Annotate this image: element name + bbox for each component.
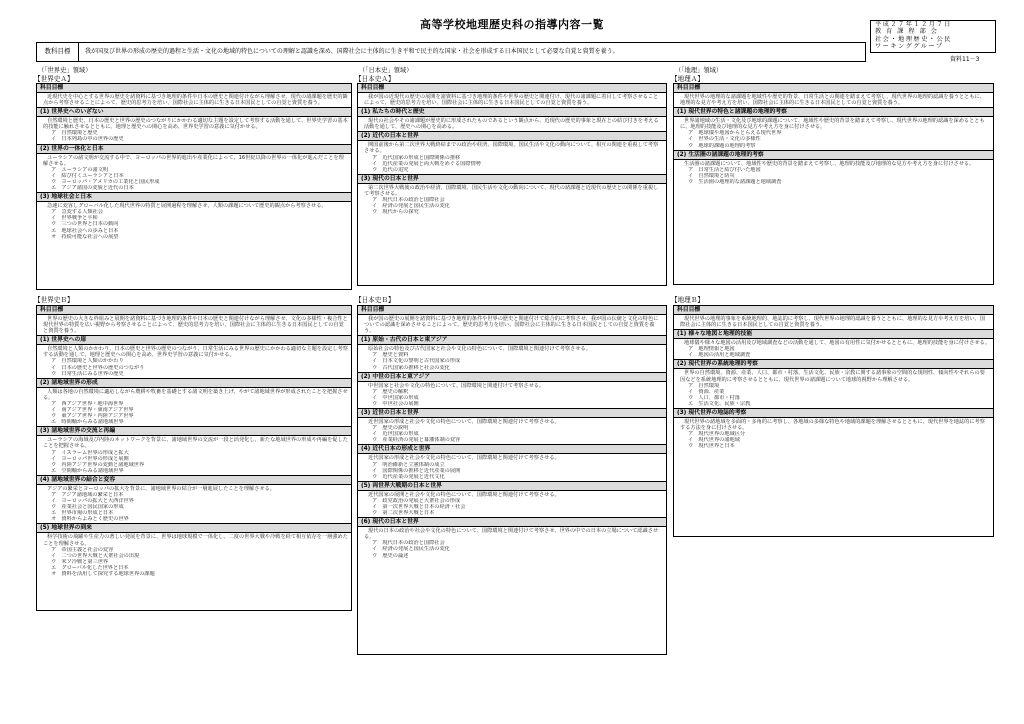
section-heading: (2) 現代世界の系統地理的考察 bbox=[674, 360, 993, 369]
section-text: 世界の自然環境、資源、産業、人口、都市・村落、生活文化、民族・宗教に関する諸事象の空間的な規則性、傾向性やそれらの要因などを系統地理的に考察させるとともに、現代世界の諸課題について地球的視野から理解させる。 bbox=[680, 370, 985, 383]
list-item: ア 西アジア世界・地中海世界 bbox=[51, 400, 124, 407]
subject-panel bbox=[357, 305, 667, 655]
list-item: ウ 産業社会と国民国家の形成 bbox=[51, 504, 124, 511]
list-item: ア 地理情報と地図 bbox=[688, 346, 735, 353]
list-item: ウ 生活圏の地理的な諸課題と地域調査 bbox=[688, 178, 782, 185]
list-item: イ 経済の発展と国民生活の変化 bbox=[372, 203, 450, 210]
item-list bbox=[680, 167, 990, 185]
item-list bbox=[43, 167, 348, 191]
section-body bbox=[358, 184, 666, 216]
list-item: オ 資料を活用して探究する地球世界の課題 bbox=[51, 571, 155, 577]
content-section bbox=[358, 84, 666, 108]
content-section bbox=[358, 132, 666, 174]
section-heading: (4) 諸地域世界の結合と変容 bbox=[37, 476, 351, 485]
section-heading: (1) 私たちの時代と歴史 bbox=[358, 108, 666, 117]
list-item: ウ 近代産業の発展と近代文化 bbox=[372, 473, 445, 480]
item-list bbox=[43, 492, 348, 522]
subject-panel bbox=[36, 305, 352, 611]
section-body bbox=[674, 369, 993, 408]
list-item: ア 政党政治の発展と大衆社会の形成 bbox=[372, 497, 461, 504]
list-item: ウ 米ソ冷戦と第三世界 bbox=[51, 558, 109, 565]
document-number: 資料11－3 bbox=[950, 56, 980, 63]
list-item: イ 近世国家の形成 bbox=[372, 431, 419, 438]
meeting-date: 平成２７年１２月７日 bbox=[875, 21, 952, 28]
content-section bbox=[674, 151, 993, 186]
content-section bbox=[358, 518, 666, 559]
content-section bbox=[674, 84, 993, 108]
list-item: ア 自然環境と歴史 bbox=[51, 130, 98, 137]
section-body bbox=[37, 93, 351, 107]
meeting-subject: 社会・地理歴史・公民 bbox=[875, 35, 952, 43]
list-item: イ ヨーロッパ世界の形成と展開 bbox=[51, 455, 129, 462]
meeting-group: ワーキンググループ bbox=[875, 43, 944, 51]
section-text: 人類は各地の自然環境に適応しながら農耕や牧畜を基礎とする諸文明を築き上げ、やがて諸地域世界が形成されたことを把握させる。 bbox=[43, 388, 348, 401]
section-body bbox=[674, 93, 993, 107]
section-text: 我が国の近現代の歴史の展開を諸資料に基づき地理的条件や世界の歴史と関連付け、現代の諸課題に着目して考察させることによって、歴史的思考力を培い、国際社会に主体的に生きる日本国民としての自覚と資質を養う。 bbox=[364, 94, 659, 107]
list-item: イ 世界戦争と平和 bbox=[51, 215, 98, 222]
column-caption: （「世界史」領域） bbox=[38, 67, 92, 74]
item-list bbox=[680, 346, 990, 358]
subject-goal-text: 我が国及び世界の形成の歴史的過程と生活・文化の地域的特色についての理解と認識を深め、国際社会に主体的に生き平和で民主的な国家・社会を形成する日本国民として必要な自覚と資質を養う。 bbox=[85, 48, 619, 56]
item-list bbox=[364, 352, 663, 370]
list-item: オ 資料からよみとく歴史の世界 bbox=[51, 516, 129, 523]
list-item: イ 現代世界の諸地域 bbox=[688, 437, 740, 444]
section-text: 現代世界の地理的事象を系統地理的、地誌的に考察し、現代世界の地理的認識を養うとともに、地理的な見方や考え方を培い、国際社会に主体的に生きる日本国民としての自覚と資質を養う。 bbox=[680, 316, 985, 329]
subject-label: 【地理Ａ】 bbox=[671, 75, 704, 83]
subject-panel bbox=[673, 83, 994, 285]
list-item: ウ 三つの世界と日本の動向 bbox=[51, 221, 119, 228]
section-text: 現代の社会やその諸課題が歴史的に形成されたものであるという観点から、近現代の歴史的事象と現在との結び付きを考える活動を通して、歴史への関心を高める。 bbox=[364, 118, 659, 131]
content-section bbox=[358, 482, 666, 518]
page-title: 高等学校地理歴史科の指導内容一覧 bbox=[420, 18, 604, 31]
section-text: 近代国家の展開と社会や文化の特色について、国際環境と関連付けて考察させる。 bbox=[368, 491, 560, 498]
item-list bbox=[364, 389, 663, 407]
column-caption: （「地理」領域） bbox=[675, 67, 723, 74]
section-heading: 科目目標 bbox=[37, 84, 351, 93]
section-heading: 科目目標 bbox=[674, 84, 993, 93]
subject-label: 【地理Ｂ】 bbox=[671, 296, 704, 304]
section-body bbox=[358, 117, 666, 131]
list-item: エ 生活文化、民族・宗教 bbox=[688, 400, 751, 407]
item-list bbox=[364, 155, 663, 173]
list-item: ウ 近代の追究 bbox=[372, 166, 409, 173]
section-body bbox=[37, 202, 351, 241]
section-body bbox=[674, 418, 993, 450]
section-body bbox=[37, 315, 351, 335]
section-text: 現代世界の諸地域を多面的・多角的に考察し、各地域の多様な特色や地域的課題を理解させるとともに、現代世界を地誌的に考察する方法を身に付けさせる。 bbox=[680, 419, 985, 432]
section-text: 自然環境と人類のかかわり、日本の歴史と世界の歴史のつながり、日常生活にみる世界の歴史にかかわる適切な主題を設定し考察する活動を通して、地理と歴史への関心を高め、世界史学習の意義に気付かせる。 bbox=[43, 346, 348, 359]
item-list bbox=[364, 498, 663, 516]
section-body bbox=[358, 527, 666, 559]
section-body bbox=[358, 418, 666, 444]
item-list bbox=[680, 130, 990, 148]
item-list bbox=[680, 431, 990, 449]
list-item: ア 急変する人類社会 bbox=[51, 209, 103, 216]
section-text: 地球儀や様々な地図の活用及び地域調査などの活動を通して、地図の有用性に気付かせるとともに、地理的技能を身に付けさせる。 bbox=[684, 340, 990, 347]
list-item: ウ 第二次世界大戦と日本 bbox=[372, 510, 435, 517]
section-body bbox=[37, 154, 351, 193]
section-body bbox=[674, 160, 993, 186]
meeting-name: 教 育 課 程 部 会 bbox=[875, 28, 939, 36]
section-heading: 科目目標 bbox=[358, 84, 666, 93]
section-heading: (3) 諸地域世界の交流と再編 bbox=[37, 427, 351, 436]
item-list bbox=[43, 401, 348, 425]
list-item: イ 日本文化の黎明と古代国家の形成 bbox=[372, 358, 461, 365]
section-text: 中世国家と社会や文化の特色について、国際環境と関連付けて考察させる。 bbox=[368, 382, 545, 389]
list-item: オ 持続可能な社会への展望 bbox=[51, 233, 119, 240]
section-text: 原始社会の特色及び古代国家と社会や文化の特色について、国際環境と関連付けて考察させる。 bbox=[368, 346, 591, 353]
list-item: エ 空間軸からみる諸地域世界 bbox=[51, 467, 124, 474]
item-list bbox=[43, 130, 348, 142]
content-section bbox=[37, 379, 351, 428]
section-text: 現代世界の地理的な諸課題を地域性や歴史的背景、日常生活との関連を踏まえて考察し、現代世界の地理的認識を養うとともに、地理的な見方や考え方を培い、国際社会に主体的に生きる日本国民としての自覚と資質を養う。 bbox=[680, 94, 985, 107]
list-item: イ 地図の活用と地域調査 bbox=[688, 352, 751, 359]
section-heading: (3) 地球社会と日本 bbox=[37, 193, 351, 202]
section-body bbox=[674, 339, 993, 359]
list-item: イ 世界の生活・文化の多様性 bbox=[688, 136, 761, 143]
content-section bbox=[674, 360, 993, 409]
section-body bbox=[37, 436, 351, 475]
list-item: ア イスラーム世界の形成と拡大 bbox=[51, 449, 129, 456]
section-text: 近代国家の形成と社会や文化の特色について、国際環境と関連付けて考察させる。 bbox=[368, 455, 560, 462]
list-item: ウ 人口、都市・村落 bbox=[688, 394, 740, 401]
section-body bbox=[37, 388, 351, 427]
list-item: ア 明治維新と立憲体制の成立 bbox=[372, 461, 445, 468]
section-heading: (1) 原始・古代の日本と東アジア bbox=[358, 336, 666, 345]
item-list bbox=[364, 540, 663, 558]
list-item: ア 歴史の説明 bbox=[372, 425, 409, 432]
list-item: ア 現代世界の地域区分 bbox=[688, 431, 746, 438]
content-section bbox=[674, 306, 993, 330]
content-section bbox=[674, 330, 993, 360]
list-item: イ 自然環境と防災 bbox=[688, 172, 735, 179]
subject-goal-box bbox=[36, 42, 866, 62]
item-list bbox=[364, 462, 663, 480]
content-section bbox=[358, 373, 666, 409]
section-heading: (6) 現代の日本と世界 bbox=[358, 518, 666, 527]
section-text: 近現代史を中心とする世界の歴史を諸資料に基づき地理的条件や日本の歴史と関連付けながら理解させ、現代の諸課題を歴史的観点から考察させることによって、歴史的思考力を培い、国際社会に主体的に生きる日本国民としての自覚と資質を養う。 bbox=[43, 94, 348, 107]
content-section bbox=[37, 524, 351, 578]
section-text: 開国前後から第二次世界大戦終結までの政治や経済、国際環境、国民生活や文化の動向について、相互の関連を重視して考察させる。 bbox=[364, 142, 659, 155]
list-item: イ 二つの世界大戦と大衆社会の出現 bbox=[51, 552, 140, 559]
list-item: ア 現代日本の政治と国際社会 bbox=[372, 540, 445, 547]
list-item: イ ヨーロッパの拡大と大西洋世界 bbox=[51, 498, 134, 505]
section-text: 近世国家の形成と社会や文化の特色について、国際環境と関連付けて考察させる。 bbox=[368, 419, 560, 426]
list-item: ア 地球儀や地図からとらえる現代世界 bbox=[688, 130, 782, 137]
section-text: 世界諸地域の生活・文化及び地球的課題について、地域性や歴史的背景を踏まえて考察し、現代世界の地理的認識を深めるとともに、地理的技能及び地理的な見方や考え方を身に付けさせる。 bbox=[680, 118, 985, 131]
section-heading: (5) 両世界大戦期の日本と世界 bbox=[358, 482, 666, 491]
section-text: 我が国の歴史の展開を諸資料に基づき地理的条件や世界の歴史と関連付けて総合的に考察させ、我が国の伝統と文化の特色についての認識を深めさせることによって、歴史的思考力を培い、国際社会に主体的に生きる日本国民としての自覚と資質を養う。 bbox=[364, 316, 659, 335]
list-item: ウ 古代国家の推移と社会の変化 bbox=[372, 364, 450, 371]
section-body bbox=[358, 382, 666, 408]
meeting-info-box bbox=[870, 20, 996, 53]
content-section bbox=[37, 108, 351, 144]
list-item: ウ 内陸アジア世界の変動と諸地域世界 bbox=[51, 461, 145, 468]
list-item: イ 国際関係の推移と近代産業の展開 bbox=[372, 467, 461, 474]
list-item: ア 近代国家の形成と国際関係の推移 bbox=[372, 154, 461, 161]
list-item: ウ 現代世界と日本 bbox=[688, 443, 735, 450]
content-section bbox=[37, 145, 351, 194]
list-item: ア 現代日本の政治と国際社会 bbox=[372, 197, 445, 204]
section-text: 急速に変容しグローバル化した現代世界の特質と展開過程を理解させ、人類の課題について歴史的観点から考察させる。 bbox=[47, 203, 327, 210]
section-heading: (2) 中世の日本と東アジア bbox=[358, 373, 666, 382]
section-heading: (1) 世界史へのいざない bbox=[37, 108, 351, 117]
content-section bbox=[358, 336, 666, 372]
section-text: 第二次世界大戦後の政治や経済、国際環境、国民生活や文化の動向について、現代の諸課題と近現代の歴史との関係を重視して考察させる。 bbox=[364, 184, 659, 197]
content-section bbox=[358, 306, 666, 336]
list-item: ウ 現代からの探究 bbox=[372, 209, 419, 216]
section-heading: (1) 様々な地図と地理的技能 bbox=[674, 330, 993, 339]
section-heading: (5) 地球世界の到来 bbox=[37, 524, 351, 533]
section-heading: (2) 世界の一体化と日本 bbox=[37, 145, 351, 154]
subject-label: 【世界史Ａ】 bbox=[34, 75, 74, 83]
content-section bbox=[358, 409, 666, 445]
list-item: ウ 日常生活にみる世界の歴史 bbox=[51, 370, 124, 377]
subject-panel bbox=[36, 83, 352, 290]
list-item: エ 地球社会への歩みと日本 bbox=[51, 227, 119, 234]
list-item: ア アジア諸地域の繁栄と日本 bbox=[51, 491, 124, 498]
content-section bbox=[37, 84, 351, 108]
list-item: ウ 産業経済の発展と幕藩体制の変容 bbox=[372, 437, 461, 444]
subject-goal-label: 教科目標 bbox=[37, 43, 79, 61]
section-heading: 科目目標 bbox=[674, 306, 993, 315]
content-section bbox=[358, 108, 666, 132]
list-item: ア 歴史の解釈 bbox=[372, 388, 409, 395]
content-section bbox=[37, 476, 351, 525]
section-heading: (2) 生活圏の諸課題の地理的考察 bbox=[674, 151, 993, 160]
section-heading: (1) 世界史への扉 bbox=[37, 336, 351, 345]
section-heading: (1) 現代世界の特色と諸課題の地理的考察 bbox=[674, 108, 993, 117]
item-list bbox=[43, 547, 348, 577]
list-item: ア ユーラシアの諸文明 bbox=[51, 166, 109, 173]
list-item: ウ 歴史の論述 bbox=[372, 552, 409, 559]
list-item: イ 結び付くユーラシアと日本 bbox=[51, 172, 124, 179]
section-body bbox=[358, 141, 666, 173]
subject-panel bbox=[673, 305, 994, 537]
list-item: エ 時間軸からみる諸地域世界 bbox=[51, 419, 124, 426]
item-list bbox=[43, 358, 348, 376]
list-item: イ 中世国家の形成 bbox=[372, 394, 419, 401]
section-heading: (3) 近世の日本と世界 bbox=[358, 409, 666, 418]
content-section bbox=[358, 445, 666, 481]
list-item: ウ ヨーロッパ・アメリカの工業化と国民形成 bbox=[51, 178, 160, 185]
list-item: ア 日常生活と結び付いた地図 bbox=[688, 166, 761, 173]
section-heading: 科目目標 bbox=[37, 306, 351, 315]
list-item: イ 経済の発展と国民生活の変化 bbox=[372, 546, 450, 553]
section-body bbox=[37, 345, 351, 377]
item-list bbox=[43, 209, 348, 239]
subject-label: 【世界史Ｂ】 bbox=[34, 296, 74, 304]
section-text: ユーラシアの海域及び内陸のネットワークを背景に、諸地域世界の交流が一段と活発化し、新たな地域世界の形成や再編を促したことを把握させる。 bbox=[43, 437, 348, 450]
content-section bbox=[37, 336, 351, 378]
section-body bbox=[37, 117, 351, 143]
list-item: ア 自然環境 bbox=[688, 382, 720, 389]
item-list bbox=[680, 383, 990, 407]
list-item: イ 日本の歴史と世界の歴史のつながり bbox=[51, 364, 145, 371]
section-text: 科学技術の飛躍や生産力の著しい発展を背景に、世界は地球規模で一体化し、二度の世界大戦や冷戦を経て相互依存を一層強めたことを理解させる。 bbox=[43, 534, 348, 547]
content-section bbox=[674, 409, 993, 450]
item-list bbox=[364, 197, 663, 215]
section-heading: (2) 近代の日本と世界 bbox=[358, 132, 666, 141]
list-item: ア 歴史と資料 bbox=[372, 352, 409, 359]
section-body bbox=[358, 491, 666, 517]
section-heading: (3) 現代の日本と世界 bbox=[358, 175, 666, 184]
list-item: ア 自然環境と人類のかかわり bbox=[51, 358, 124, 365]
section-heading: (3) 現代世界の地誌的考察 bbox=[674, 409, 993, 418]
list-item: イ 日本列島の中の世界の歴史 bbox=[51, 136, 124, 143]
section-text: 世界の歴史の大きな枠組みと展開を諸資料に基づき地理的条件や日本の歴史と関連付けながら理解させ、文化の多様性・複合性と現代世界の特質を広い視野から考察させることによって、歴史的思考力を培い、国際社会に主体的に生きる日本国民としての自覚と資質を養う。 bbox=[43, 316, 348, 335]
list-item: ア 帝国主義と社会の変容 bbox=[51, 546, 114, 553]
list-item: イ 近代産業の発展と両大戦をめぐる国際情勢 bbox=[372, 160, 481, 167]
subject-label: 【日本史Ｂ】 bbox=[355, 296, 395, 304]
list-item: イ 第一次世界大戦と日本の経済・社会 bbox=[372, 503, 466, 510]
content-section bbox=[37, 427, 351, 476]
section-body bbox=[358, 345, 666, 371]
content-section bbox=[674, 108, 993, 150]
list-item: エ グローバル化した世界と日本 bbox=[51, 564, 129, 571]
section-body bbox=[674, 117, 993, 149]
list-item: ウ 地球的課題の地理的考察 bbox=[688, 142, 756, 149]
list-item: エ アジア諸国の変貌と近代の日本 bbox=[51, 185, 134, 192]
subject-panel bbox=[357, 83, 667, 286]
section-text: ユーラシアの諸文明が交流する中で、ヨーロッパの世界的進出や産業化によって、16世紀以降の世界の一体化が進んだことを理解させる。 bbox=[43, 154, 344, 167]
list-item: エ 世界市場の形成と日本 bbox=[51, 510, 114, 517]
list-item: ウ 中世社会の展開 bbox=[372, 400, 419, 407]
section-text: アジアの繁栄とヨーロッパの拡大を背景に、諸地域世界の結合が一層進展したことを理解させる。 bbox=[47, 485, 275, 492]
section-body bbox=[37, 533, 351, 578]
list-item: イ 南アジア世界・東南アジア世界 bbox=[51, 407, 134, 414]
section-body bbox=[358, 454, 666, 480]
section-heading: 科目目標 bbox=[358, 306, 666, 315]
section-heading: (2) 諸地域世界の形成 bbox=[37, 379, 351, 388]
section-body bbox=[358, 315, 666, 335]
list-item: ウ 東アジア世界・内陸アジア世界 bbox=[51, 413, 134, 420]
column-caption: （「日本史」領域） bbox=[359, 67, 413, 74]
subject-label: 【日本史Ａ】 bbox=[355, 75, 395, 83]
section-body bbox=[37, 485, 351, 524]
list-item: イ 資源、産業 bbox=[688, 388, 725, 395]
section-body bbox=[674, 315, 993, 329]
section-text: 生活圏の諸課題について、地域性や歴史的背景を踏まえて考察し、地理的技能及び地理的な見方や考え方を身に付けさせる。 bbox=[684, 160, 975, 167]
item-list bbox=[364, 425, 663, 443]
content-section bbox=[37, 306, 351, 336]
section-text: 自然環境と歴史、日本の歴史と世界の歴史のつながりにかかわる適切な主題を設定して考察する活動を通して、世界史学習の基本的技能に触れさせるとともに、地理と歴史への関心を高め、世界史学習の意義に気付かせる。 bbox=[43, 118, 348, 131]
item-list bbox=[43, 450, 348, 474]
section-text: 現代の日本の政治や社会や文化の特色について、国際環境と関連付けて考察させ、世界の中での日本の立場について認識させる。 bbox=[364, 528, 659, 541]
section-body bbox=[358, 93, 666, 107]
content-section bbox=[37, 193, 351, 241]
content-section bbox=[358, 175, 666, 216]
section-heading: (4) 近代日本の形成と世界 bbox=[358, 445, 666, 454]
